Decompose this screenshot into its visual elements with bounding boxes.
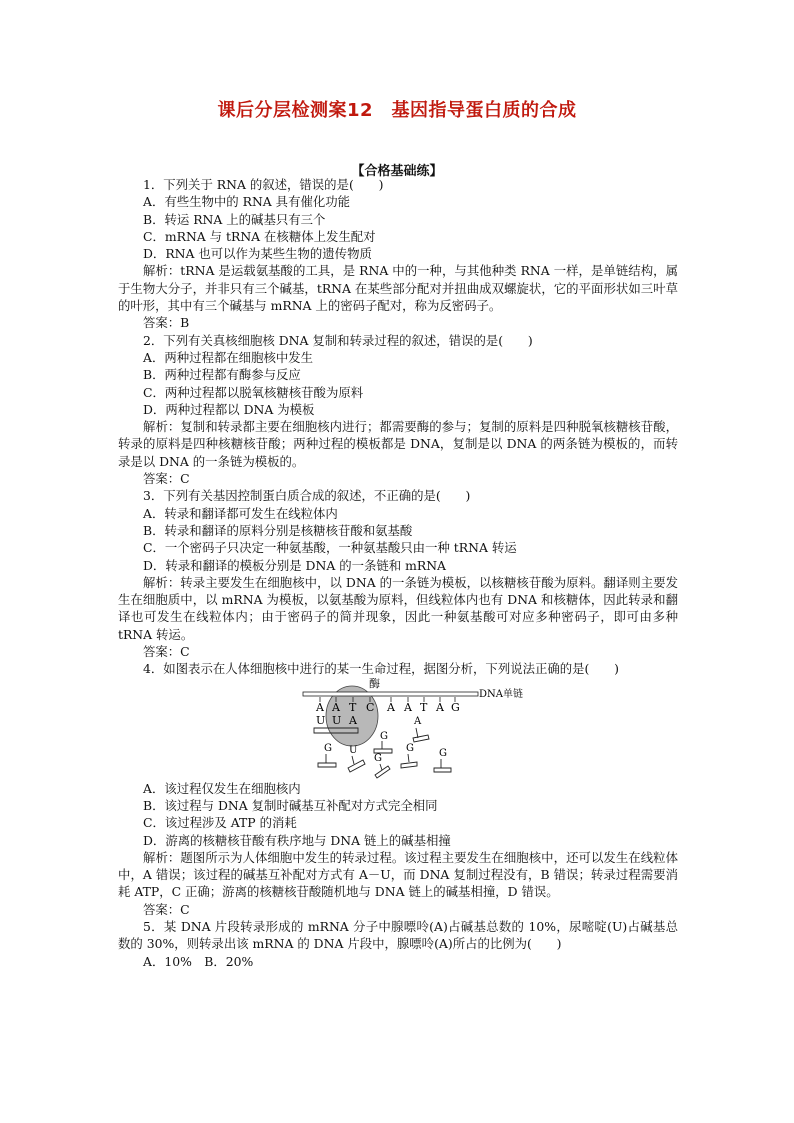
q1-analysis: 解析：tRNA 是运载氨基酸的工具，是 RNA 中的一种，与其他种类 RNA 一样，是单链结构，属于生物大分子，并非只有三个碱基，tRNA 在某些部分配对并扭曲成双螺旋状，它的平面形状如三叶草的叶形，其中有三个碱基与 mRNA 上的密码子配对，称为反密码子。: [118, 263, 678, 314]
free-base: G: [406, 742, 414, 754]
template-base: A: [332, 700, 340, 714]
template-base: A: [387, 700, 395, 714]
template-base: T: [420, 700, 428, 714]
q5-stem: 5．某 DNA 片段转录形成的 mRNA 分子中腺嘌呤(A)占碱基总数的 10%，尿嘧啶(U)占碱基总数的 30%，则转录出该 mRNA 的 DNA 片段中，腺嘌呤(A)所占的比例为( ): [118, 918, 678, 952]
q2-option-b: B．两种过程都有酶参与反应: [143, 367, 301, 383]
dna-strand-label: DNA单链: [479, 688, 523, 700]
q2-option-d: D．两种过程都以 DNA 为模板: [143, 401, 315, 417]
rna-base: U: [332, 713, 342, 727]
q4-answer: 答案：C: [143, 901, 190, 917]
rna-bases: [316, 714, 358, 727]
q1-option-c: C．mRNA 与 tRNA 在核糖体上发生配对: [143, 228, 376, 244]
free-base: G: [324, 742, 332, 754]
template-base: A: [316, 700, 324, 714]
dna-strand: [303, 692, 478, 696]
template-base: T: [349, 700, 357, 714]
q3-stem: 3．下列有关基因控制蛋白质合成的叙述，不正确的是( ): [143, 488, 471, 504]
q2-option-c: C．两种过程都以脱氧核糖核苷酸为原料: [143, 384, 364, 400]
q3-option-b: B．转录和翻译的原料分别是核糖核苷酸和氨基酸: [143, 522, 413, 538]
enzyme-label: 酶: [369, 677, 380, 690]
section-heading: 【合格基础练】: [351, 164, 443, 179]
template-base: G: [451, 700, 460, 714]
free-base: A: [414, 715, 422, 727]
q3-option-d: D．转录和翻译的模板分别是 DNA 的一条链和 mRNA: [143, 557, 446, 573]
template-base: C: [366, 700, 375, 714]
q4-option-a: A．该过程仅发生在细胞核内: [143, 780, 301, 796]
template-base: A: [436, 700, 444, 714]
q1-option-a: A．有些生物中的 RNA 具有催化功能: [143, 194, 351, 210]
free-base: G: [439, 747, 447, 759]
q4-option-c: C．该过程涉及 ATP 的消耗: [143, 815, 297, 831]
q2-answer: 答案：C: [143, 471, 190, 487]
free-base: G: [380, 730, 388, 742]
q5-options: A．10% B．20%: [143, 953, 254, 969]
q4-option-d: D．游离的核糖核苷酸有秩序地与 DNA 链上的碱基相撞: [143, 832, 451, 848]
question-content: [118, 176, 678, 970]
free-base: G: [374, 752, 382, 764]
q4-analysis: 解析：题图所示为人体细胞中发生的转录过程。该过程主要发生在细胞核中，还可以发生在线粒体中，A 错误；该过程的碱基互补配对方式有 A－U，而 DNA 复制过程没有，B 错误；转录过程需要消耗 ATP，C 正确；游离的核糖核苷酸随机地与 DNA 链上的碱基相撞，D 错误。: [118, 849, 678, 900]
q1-stem: 1．下列关于 RNA 的叙述，错误的是( ): [143, 177, 384, 192]
page-title: 课后分层检测案12 基因指导蛋白质的合成: [217, 100, 577, 121]
q2-stem: 2．下列有关真核细胞核 DNA 复制和转录过程的叙述，错误的是( ): [143, 332, 533, 348]
q3-option-c: C．一个密码子只决定一种氨基酸，一种氨基酸只由一种 tRNA 转运: [143, 540, 517, 556]
q3-analysis: 解析：转录主要发生在细胞核中，以 DNA 的一条链为模板，以核糖核苷酸为原料。翻译则主要发生在细胞质中，以 mRNA 为模板，以氨基酸为原料，但线粒体内也有 DNA 和核糖体，因此转录和翻译也可发生在线粒体内；由于密码子的简并现象，因此一种氨基酸可对应多种密码子，即可由多种 tRNA 转运。: [118, 574, 678, 642]
free-base: U: [349, 744, 358, 756]
template-base: A: [404, 700, 412, 714]
q3-answer: 答案：C: [143, 644, 190, 660]
q2-option-a: A．两种过程都在细胞核中发生: [143, 349, 314, 365]
q1-option-b: B．转运 RNA 上的碱基只有三个: [143, 211, 326, 227]
q4-stem: 4．如图表示在人体细胞核中进行的某一生命过程，据图分析，下列说法正确的是( ): [143, 661, 620, 677]
q2-analysis: 解析：复制和转录都主要在细胞核内进行；都需要酶的参与；复制的原料是四种脱氧核糖核苷酸，转录的原料是四种核糖核苷酸；两种过程的模板都是 DNA，复制是以 DNA 的两条链为模板的，而转录是以 DNA 的一条链为模板的。: [118, 419, 678, 469]
rna-base: U: [316, 713, 326, 727]
transcription-diagram: [118, 678, 678, 780]
q3-option-a: A．转录和翻译都可发生在线粒体内: [143, 505, 338, 521]
rna-base: A: [349, 713, 357, 727]
q1-answer: 答案：B: [143, 315, 190, 331]
template-bases: [315, 701, 460, 714]
q4-option-b: B．该过程与 DNA 复制时碱基互补配对方式完全相同: [143, 797, 438, 813]
q1-option-d: D．RNA 也可以作为某些生物的遗传物质: [143, 246, 372, 262]
transcription-figure: [118, 678, 678, 780]
